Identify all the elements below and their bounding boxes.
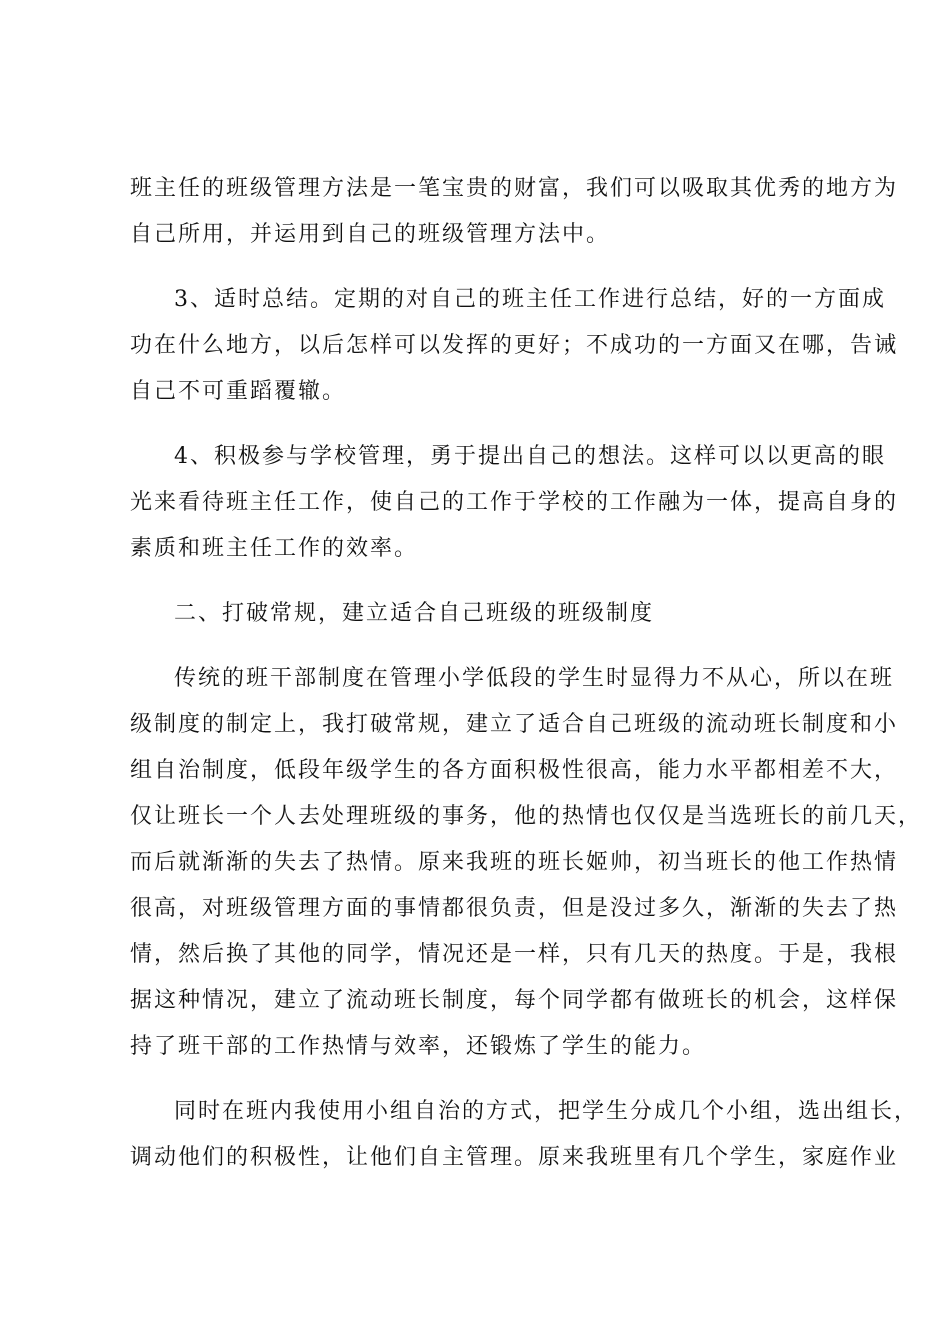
text-line: 调动他们的积极性，让他们自主管理。原来我班里有几个学生，家庭作业 [130,1145,899,1170]
text-line: 持了班干部的工作热情与效率，还锻炼了学生的能力。 [130,1034,707,1059]
text-line: 3、适时总结。定期的对自己的班主任工作进行总结，好的一方面成 [174,287,886,312]
text-line: 很高，对班级管理方面的事情都很负责，但是没过多久，渐渐的失去了热 [130,896,899,921]
text-line: 传统的班干部制度在管理小学低段的学生时显得力不从心，所以在班 [174,666,895,691]
paragraph-group-self-governance [130,1089,919,1181]
text-line: 自己所用，并运用到自己的班级管理方法中。 [130,222,611,247]
text-line: 情，然后换了其他的同学，情况还是一样，只有几天的热度。于是，我根 [130,942,899,967]
text-line: 组自治制度，低段年级学生的各方面积极性很高，能力水平都相差不大， [130,758,899,783]
text-line: 同时在班内我使用小组自治的方式，把学生分成几个小组，选出组长， [174,1099,919,1124]
text-line: 仅让班长一个人去处理班级的事务，他的热情也仅仅是当选班长的前几天， [130,804,923,829]
paragraph-rotating-monitor [130,656,923,1070]
text-line: 据这种情况，建立了流动班长制度，每个同学都有做班长的机会，这样保 [130,988,899,1013]
paragraph-timely-summary [130,277,899,415]
text-line: 光来看待班主任工作，使自己的工作于学校的工作融为一体，提高自身的 [130,490,899,515]
text-line: 而后就渐渐的失去了热情。原来我班的班长姬帅，初当班长的他工作热情 [130,850,899,875]
text-line: 素质和班主任工作的效率。 [130,536,419,561]
paragraph-school-participation [130,434,899,572]
text-line: 级制度的制定上，我打破常规，建立了适合自己班级的流动班长制度和小 [130,712,899,737]
text-line: 自己不可重蹈覆辙。 [130,379,347,404]
paragraph-class-management-methods [130,166,899,258]
text-line: 4、积极参与学校管理，勇于提出自己的想法。这样可以以更高的眼 [174,444,886,469]
text-line: 功在什么地方，以后怎样可以发挥的更好；不成功的一方面又在哪，告诫 [130,333,899,358]
document-body [130,166,923,1200]
section-heading-text: 二、打破常规，建立适合自己班级的班级制度 [174,601,655,626]
section-heading-class-system [130,591,836,637]
text-line: 班主任的班级管理方法是一笔宝贵的财富，我们可以吸取其优秀的地方为 [130,176,899,201]
